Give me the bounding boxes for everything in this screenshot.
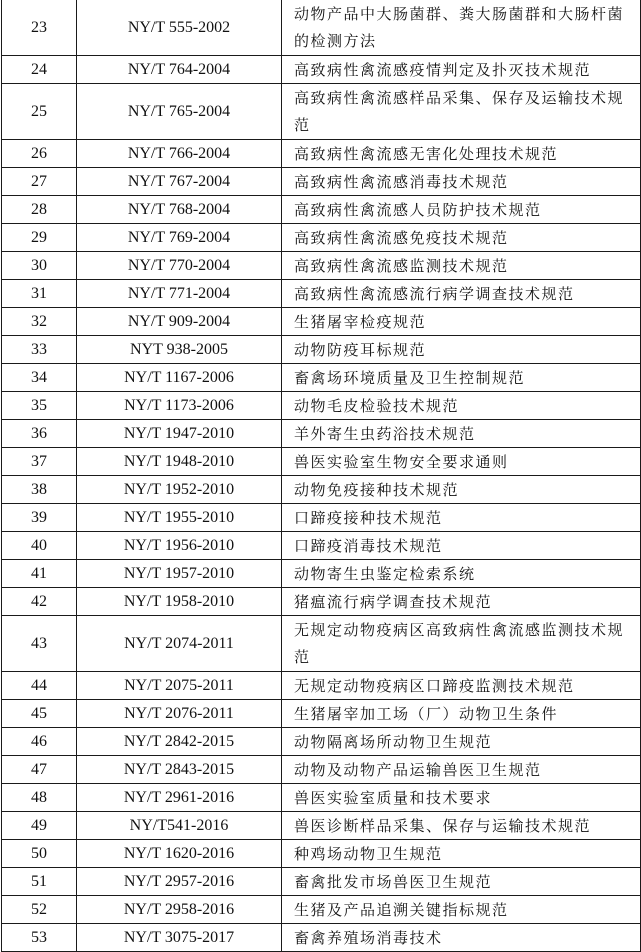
row-number: 46 <box>2 728 77 756</box>
table-row <box>2 308 641 336</box>
standard-name: 高致病性禽流感样品采集、保存及运输技术规范 <box>282 84 641 140</box>
row-number: 51 <box>2 868 77 896</box>
row-number: 27 <box>2 168 77 196</box>
standard-name: 高致病性禽流感免疫技术规范 <box>282 224 641 252</box>
row-number: 43 <box>2 616 77 672</box>
standard-code: NY/T 1947-2010 <box>77 420 282 448</box>
standard-code: NY/T 765-2004 <box>77 84 282 140</box>
row-number: 35 <box>2 392 77 420</box>
standard-name: 动物免疫接种技术规范 <box>282 476 641 504</box>
table-row <box>2 728 641 756</box>
row-number: 28 <box>2 196 77 224</box>
standard-name: 动物及动物产品运输兽医卫生规范 <box>282 756 641 784</box>
standard-code: NY/T 909-2004 <box>77 308 282 336</box>
standard-code: NY/T 1957-2010 <box>77 560 282 588</box>
row-number: 29 <box>2 224 77 252</box>
standard-code: NY/T 2957-2016 <box>77 868 282 896</box>
table-row <box>2 672 641 700</box>
table-row <box>2 168 641 196</box>
standard-code: NY/T 2075-2011 <box>77 672 282 700</box>
row-number: 41 <box>2 560 77 588</box>
standard-code: NY/T 2074-2011 <box>77 616 282 672</box>
standards-table-body <box>2 0 641 952</box>
standard-name: 高致病性禽流感消毒技术规范 <box>282 168 641 196</box>
table-row <box>2 252 641 280</box>
standard-code: NY/T 2076-2011 <box>77 700 282 728</box>
row-number: 36 <box>2 420 77 448</box>
table-row <box>2 420 641 448</box>
row-number: 32 <box>2 308 77 336</box>
standard-code: NY/T 1958-2010 <box>77 588 282 616</box>
table-row <box>2 784 641 812</box>
standard-code: NY/T 769-2004 <box>77 224 282 252</box>
standard-code: NY/T 1956-2010 <box>77 532 282 560</box>
table-row <box>2 392 641 420</box>
row-number: 30 <box>2 252 77 280</box>
table-row <box>2 448 641 476</box>
table-row <box>2 0 641 56</box>
row-number: 23 <box>2 0 77 56</box>
row-number: 48 <box>2 784 77 812</box>
row-number: 25 <box>2 84 77 140</box>
standard-name: 动物寄生虫鉴定检索系统 <box>282 560 641 588</box>
standard-code: NY/T 1955-2010 <box>77 504 282 532</box>
standard-code: NY/T 770-2004 <box>77 252 282 280</box>
standard-code: NY/T 1948-2010 <box>77 448 282 476</box>
standard-name: 畜禽场环境质量及卫生控制规范 <box>282 364 641 392</box>
standard-name: 动物防疫耳标规范 <box>282 336 641 364</box>
standard-name: 无规定动物疫病区口蹄疫监测技术规范 <box>282 672 641 700</box>
row-number: 40 <box>2 532 77 560</box>
standard-name: 高致病性禽流感无害化处理技术规范 <box>282 140 641 168</box>
table-row <box>2 840 641 868</box>
standard-code: NY/T 771-2004 <box>77 280 282 308</box>
standard-code: NY/T 766-2004 <box>77 140 282 168</box>
standard-name: 羊外寄生虫药浴技术规范 <box>282 420 641 448</box>
standard-code: NY/T541-2016 <box>77 812 282 840</box>
standard-code: NY/T 764-2004 <box>77 56 282 84</box>
table-row <box>2 336 641 364</box>
table-row <box>2 700 641 728</box>
table-row <box>2 756 641 784</box>
table-row <box>2 896 641 924</box>
table-row <box>2 812 641 840</box>
table-row <box>2 224 641 252</box>
standard-code: NY/T 555-2002 <box>77 0 282 56</box>
standard-code: NY/T 2961-2016 <box>77 784 282 812</box>
standard-name: 动物毛皮检验技术规范 <box>282 392 641 420</box>
standard-code: NY/T 3075-2017 <box>77 924 282 952</box>
table-row <box>2 364 641 392</box>
table-row <box>2 532 641 560</box>
standard-name: 动物产品中大肠菌群、粪大肠菌群和大肠杆菌的检测方法 <box>282 0 641 56</box>
table-row <box>2 868 641 896</box>
standard-code: NY/T 767-2004 <box>77 168 282 196</box>
standard-code: NY/T 1952-2010 <box>77 476 282 504</box>
table-row <box>2 84 641 140</box>
row-number: 26 <box>2 140 77 168</box>
standard-code: NY/T 768-2004 <box>77 196 282 224</box>
row-number: 33 <box>2 336 77 364</box>
standard-name: 兽医实验室质量和技术要求 <box>282 784 641 812</box>
row-number: 50 <box>2 840 77 868</box>
standard-code: NY/T 2958-2016 <box>77 896 282 924</box>
row-number: 52 <box>2 896 77 924</box>
standard-name: 高致病性禽流感人员防护技术规范 <box>282 196 641 224</box>
row-number: 47 <box>2 756 77 784</box>
standard-name: 畜禽批发市场兽医卫生规范 <box>282 868 641 896</box>
standard-name: 畜禽养殖场消毒技术 <box>282 924 641 952</box>
table-row <box>2 56 641 84</box>
standard-name: 高致病性禽流感监测技术规范 <box>282 252 641 280</box>
table-row <box>2 280 641 308</box>
standard-name: 猪瘟流行病学调查技术规范 <box>282 588 641 616</box>
table-row <box>2 924 641 952</box>
table-row <box>2 560 641 588</box>
row-number: 34 <box>2 364 77 392</box>
table-row <box>2 504 641 532</box>
standards-table <box>1 0 641 952</box>
row-number: 44 <box>2 672 77 700</box>
standard-name: 动物隔离场所动物卫生规范 <box>282 728 641 756</box>
standard-name: 生猪屠宰检疫规范 <box>282 308 641 336</box>
table-row <box>2 140 641 168</box>
row-number: 42 <box>2 588 77 616</box>
standard-name: 生猪及产品追溯关键指标规范 <box>282 896 641 924</box>
table-row <box>2 616 641 672</box>
row-number: 24 <box>2 56 77 84</box>
row-number: 31 <box>2 280 77 308</box>
standard-code: NY/T 1167-2006 <box>77 364 282 392</box>
row-number: 39 <box>2 504 77 532</box>
standard-code: NY/T 2842-2015 <box>77 728 282 756</box>
standard-code: NY/T 1173-2006 <box>77 392 282 420</box>
table-row <box>2 588 641 616</box>
standard-name: 口蹄疫接种技术规范 <box>282 504 641 532</box>
table-row <box>2 196 641 224</box>
standard-name: 种鸡场动物卫生规范 <box>282 840 641 868</box>
standard-code: NYT 938-2005 <box>77 336 282 364</box>
row-number: 37 <box>2 448 77 476</box>
table-row <box>2 476 641 504</box>
row-number: 45 <box>2 700 77 728</box>
standard-name: 高致病性禽流感疫情判定及扑灭技术规范 <box>282 56 641 84</box>
row-number: 49 <box>2 812 77 840</box>
standard-code: NY/T 2843-2015 <box>77 756 282 784</box>
row-number: 53 <box>2 924 77 952</box>
standard-name: 高致病性禽流感流行病学调查技术规范 <box>282 280 641 308</box>
row-number: 38 <box>2 476 77 504</box>
standard-name: 兽医实验室生物安全要求通则 <box>282 448 641 476</box>
standard-name: 兽医诊断样品采集、保存与运输技术规范 <box>282 812 641 840</box>
standard-name: 生猪屠宰加工场（厂）动物卫生条件 <box>282 700 641 728</box>
standard-name: 口蹄疫消毒技术规范 <box>282 532 641 560</box>
standard-code: NY/T 1620-2016 <box>77 840 282 868</box>
standard-name: 无规定动物疫病区高致病性禽流感监测技术规范 <box>282 616 641 672</box>
